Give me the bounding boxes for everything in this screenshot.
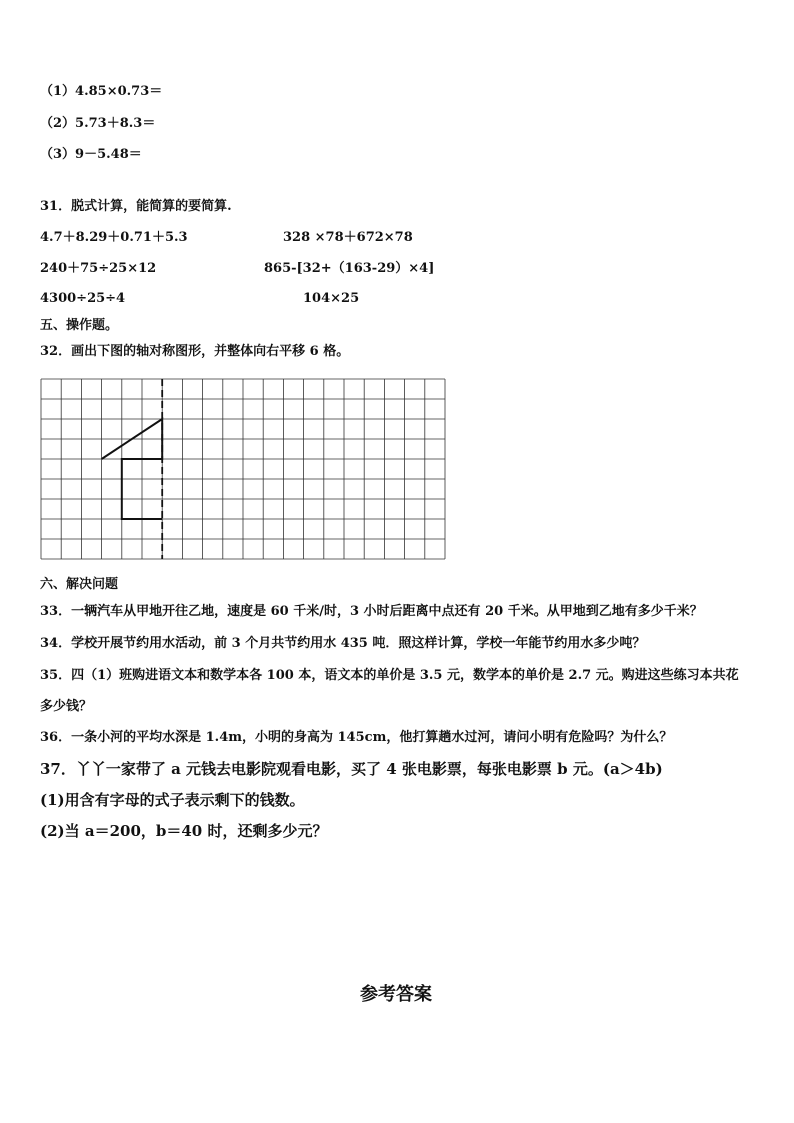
- q33-text: 33．一辆汽车从甲地开往乙地，速度是 60 千米/时，3 小时后距离中点还有 20 千米。从甲地到乙地有多少千米？: [40, 604, 703, 619]
- q37-part2: (2)当 a＝200，b＝40 时，还剩多少元？: [40, 822, 328, 840]
- q31-expr-5: 4300÷25÷4: [40, 291, 126, 306]
- q30-item-1: （1）4.85×0.73＝: [40, 84, 163, 99]
- q37-intro: 37．丫丫一家带了 a 元钱去电影院观看电影，买了 4 张电影票，每张电影票 b 元。(a＞4b): [40, 760, 663, 778]
- q30-item-2: （2）5.73＋8.3＝: [40, 116, 156, 131]
- grid-figure: [39, 378, 449, 562]
- q34-text: 34．学校开展节约用水活动，前 3 个月共节约用水 435 吨．照这样计算，学校一年能节约用水多少吨？: [40, 636, 646, 651]
- q32-text: 32．画出下图的轴对称图形，并整体向右平移 6 格。: [40, 344, 350, 359]
- q31-expr-1: 4.7＋8.29＋0.71＋5.3: [40, 230, 188, 245]
- q31-expr-6: 104×25: [303, 291, 360, 306]
- answer-title: 参考答案: [360, 984, 432, 1005]
- section-5-title: 五、操作题。: [40, 318, 119, 333]
- q31-expr-3: 240＋75÷25×12: [40, 261, 157, 276]
- q37-part1: (1)用含有字母的式子表示剩下的钱数。: [40, 791, 305, 809]
- q31-expr-2: 328 ×78＋672×78: [283, 230, 413, 245]
- q31-expr-4: 865-[32+（163-29）×4]: [264, 261, 435, 276]
- q31-heading: 31．脱式计算，能简算的要简算.: [40, 199, 232, 214]
- grid-lines: [41, 379, 445, 559]
- q35-text-line1: 35．四（1）班购进语文本和数学本各 100 本，语文本的单价是 3.5 元，数学本的单价是 2.7 元。购进这些练习本共花: [40, 668, 739, 683]
- section-6-title: 六、解决问题: [40, 577, 119, 592]
- q36-text: 36．一条小河的平均水深是 1.4m，小明的身高为 145cm，他打算趟水过河，请问小明有危险吗？为什么？: [40, 730, 673, 745]
- half-figure: [102, 419, 163, 519]
- q35-text-line2: 多少钱？: [40, 699, 93, 714]
- q30-item-3: （3）9－5.48＝: [40, 147, 142, 162]
